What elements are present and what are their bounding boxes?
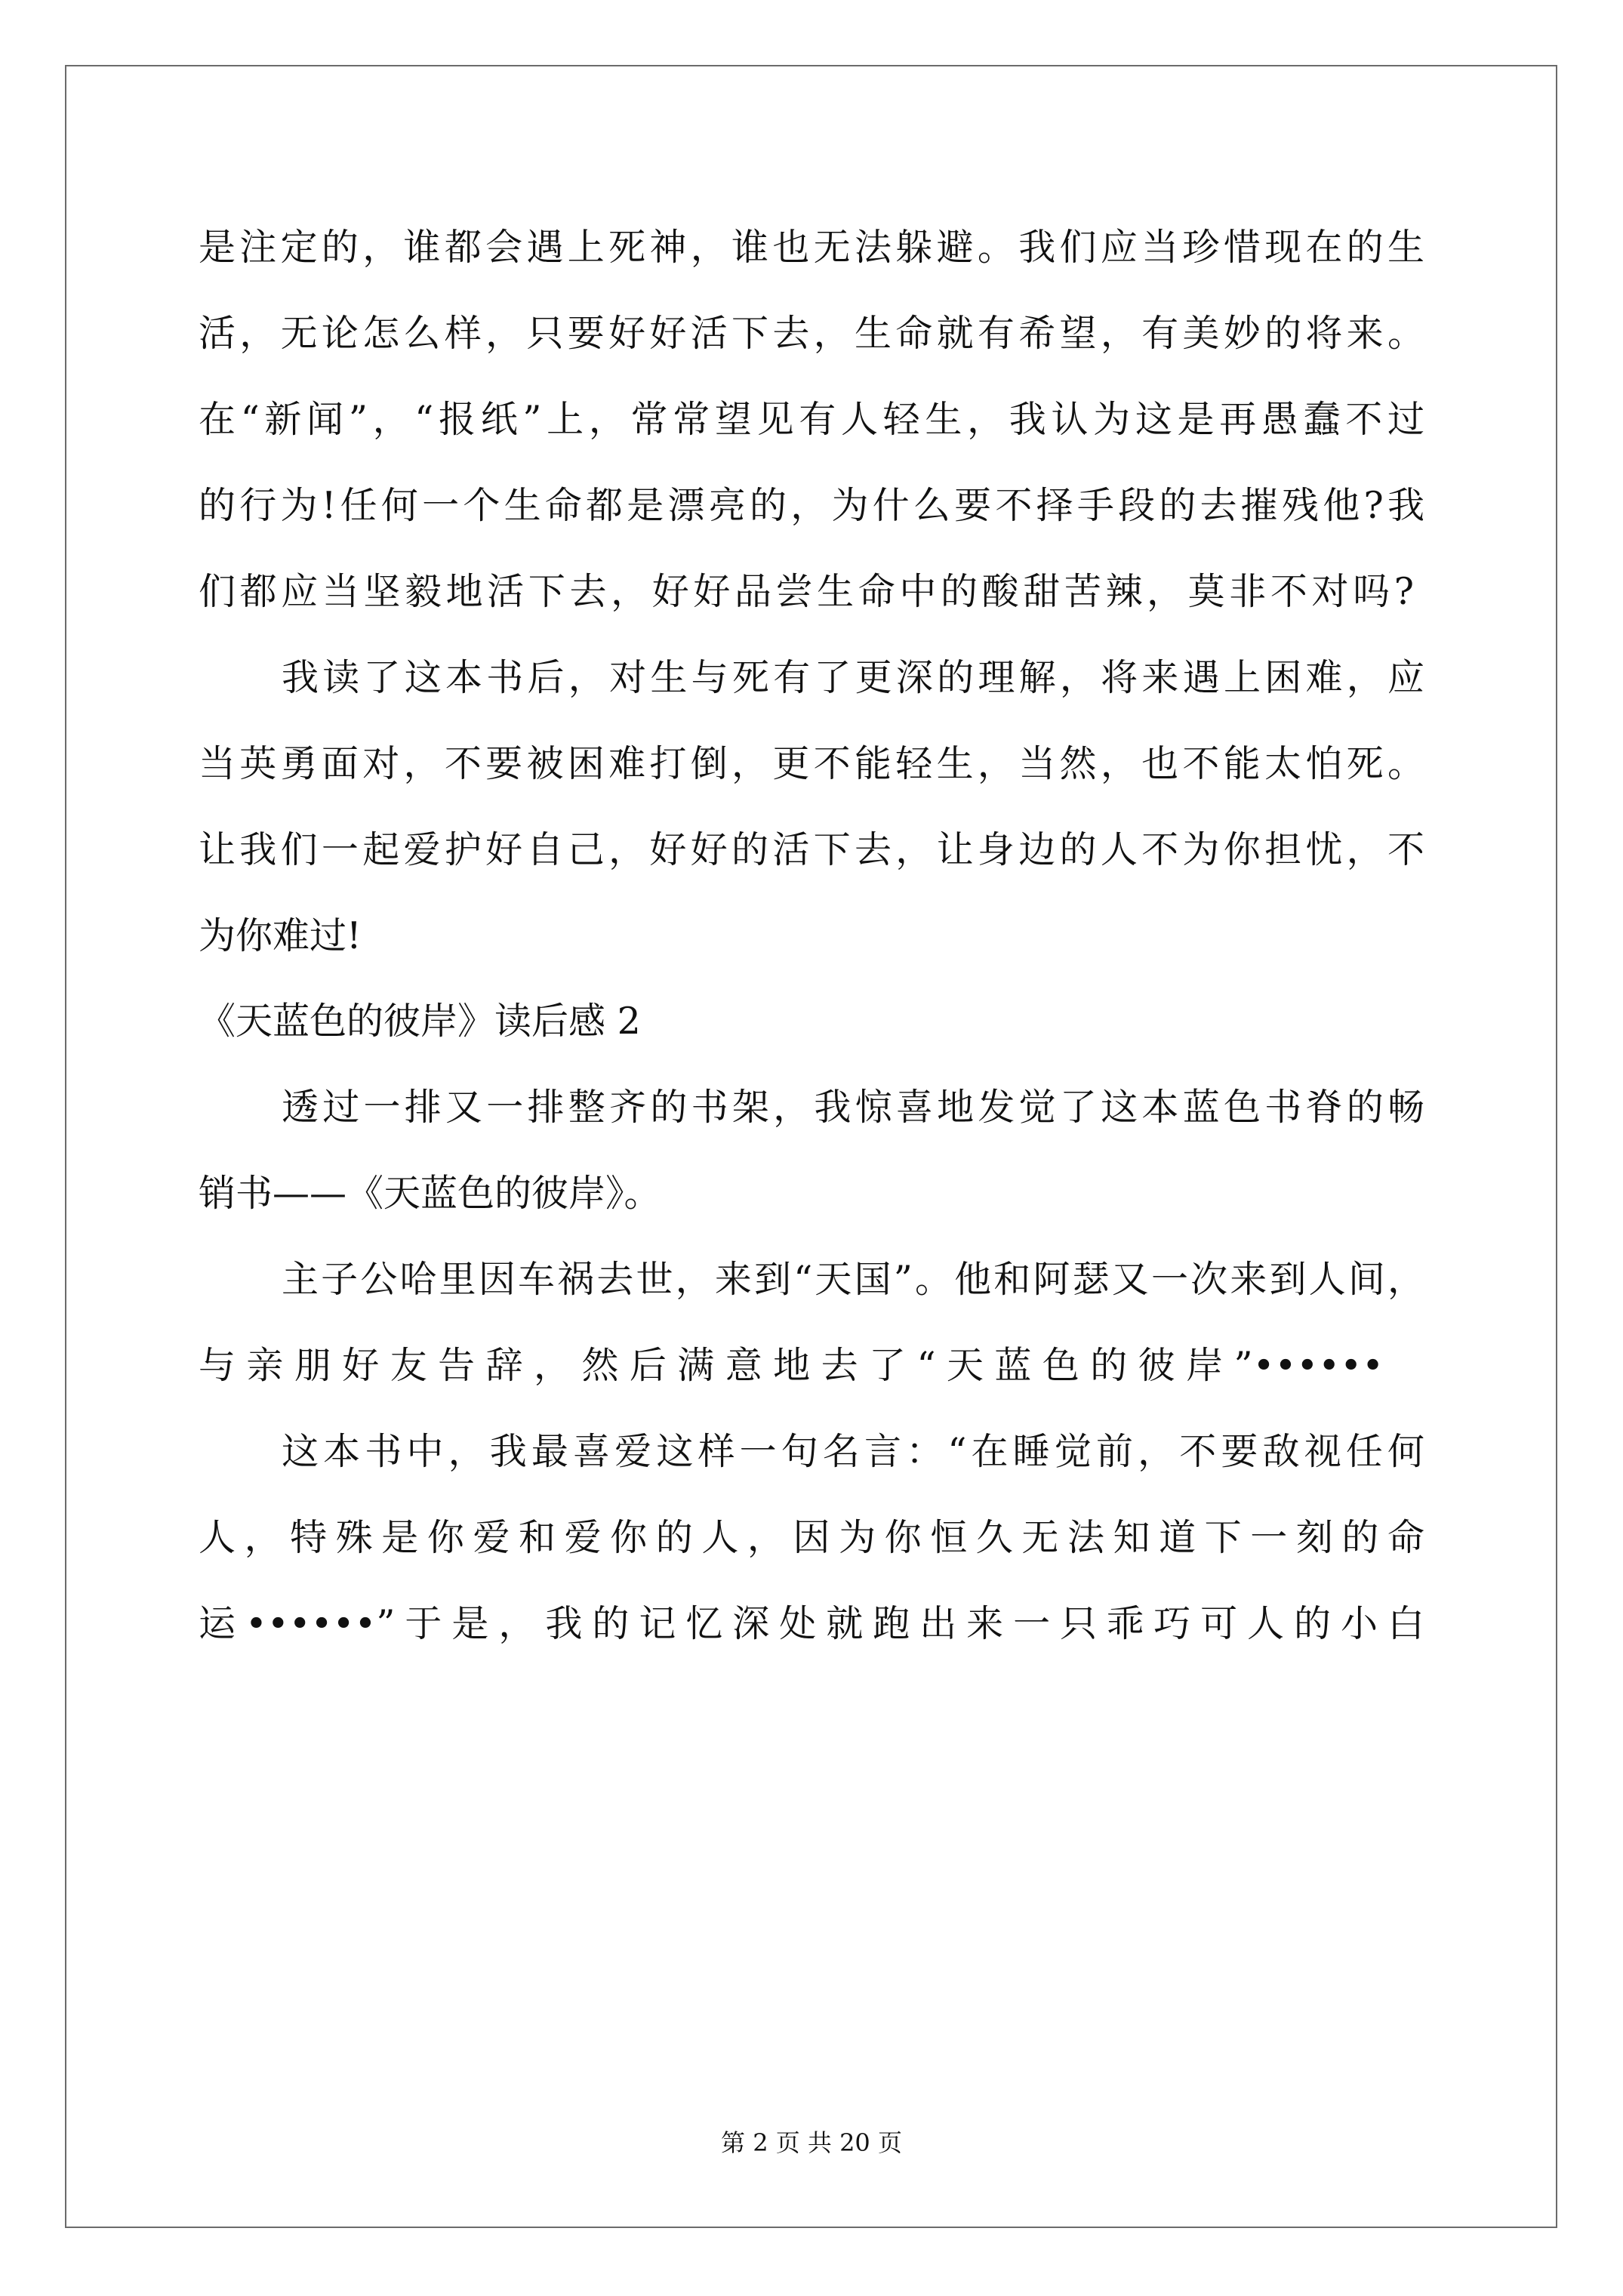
paragraph-line-14: 这本书中，我最喜爱这样一句名言：“在睡觉前，不要敌视任何 <box>282 1430 1424 1473</box>
paragraph-line-8: 让我们一起爱护好自己，好好的活下去，让身边的人不为你担忧，不 <box>199 828 1424 871</box>
paragraph-line-9: 为你难过! <box>199 914 362 957</box>
page-number-footer: 第 2 页 共 20 页 <box>721 2128 902 2157</box>
paragraph-line-7: 当英勇面对，不要被困难打倒，更不能轻生，当然，也不能太怕死。 <box>199 742 1424 785</box>
page-border <box>65 65 1557 2228</box>
paragraph-line-4: 的行为!任何一个生命都是漂亮的，为什么要不择手段的去摧残他?我 <box>199 484 1424 527</box>
paragraph-line-16: 运••••••”于是，我的记忆深处就跑出来一只乖巧可人的小白 <box>199 1602 1424 1645</box>
section-heading: 《天蓝色的彼岸》读后感 2 <box>199 1000 641 1043</box>
paragraph-line-12: 主子公哈里因车祸去世，来到“天国”。他和阿瑟又一次来到人间， <box>282 1258 1424 1301</box>
paragraph-line-1: 是注定的，谁都会遇上死神，谁也无法躲避。我们应当珍惜现在的生 <box>199 226 1424 269</box>
paragraph-line-5: 们都应当坚毅地活下去，好好品尝生命中的酸甜苦辣，莫非不对吗? <box>199 570 1414 613</box>
paragraph-line-13: 与亲朋好友告辞，然后满意地去了“天蓝色的彼岸”•••••• <box>199 1344 1384 1387</box>
paragraph-line-3: 在“新闻”，“报纸”上，常常望见有人轻生，我认为这是再愚蠢不过 <box>199 398 1424 441</box>
paragraph-line-6: 我读了这本书后，对生与死有了更深的理解，将来遇上困难，应 <box>282 656 1424 699</box>
paragraph-line-2: 活，无论怎么样，只要好好活下去，生命就有希望，有美妙的将来。 <box>199 312 1424 355</box>
paragraph-line-15: 人，特殊是你爱和爱你的人，因为你恒久无法知道下一刻的命 <box>199 1516 1424 1559</box>
paragraph-line-11: 销书——《天蓝色的彼岸》。 <box>199 1172 661 1215</box>
paragraph-line-10: 透过一排又一排整齐的书架，我惊喜地发觉了这本蓝色书脊的畅 <box>282 1086 1424 1129</box>
